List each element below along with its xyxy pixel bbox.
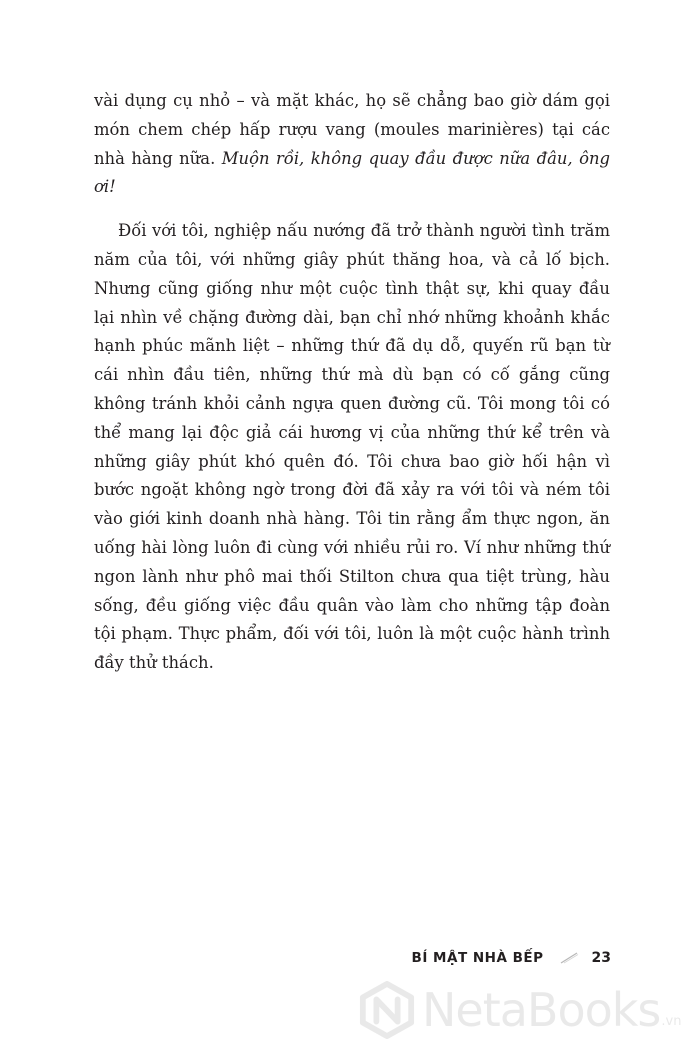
paragraph-2	[94, 217, 610, 678]
paragraph-1-italic-text: Muộn rồi, không quay đầu được nữa đâu, ông ơi!	[94, 148, 610, 197]
paragraph-1	[94, 87, 610, 202]
paragraph-1-text: vài dụng cụ nhỏ – và mặt khác, họ sẽ chẳng bao giờ dám gọi món chem chép hấp rượu vang (moules marinières) tại các nhà hàng nữa.	[94, 91, 610, 168]
page-number: 23	[591, 950, 611, 966]
watermark-text: NetaBooks	[422, 983, 661, 1037]
body-text	[94, 87, 610, 678]
netabooks-logo-icon	[358, 981, 416, 1039]
watermark-suffix: .vn	[661, 1013, 682, 1029]
running-title: BÍ MẬT NHÀ BẾP	[411, 950, 544, 966]
watermark	[358, 975, 681, 1045]
slash-divider-icon	[558, 951, 580, 965]
page-footer	[412, 950, 611, 966]
paragraph-2-text: Đối với tôi, nghiệp nấu nướng đã trở thành người tình trăm năm của tôi, với những giây phút thăng hoa, và cả lố bịch. Nhưng cũng giống như một cuộc tình thật sự, khi quay đầu lại nhìn về chặng đường dài, bạn chỉ nhớ những khoảnh khắc hạnh phúc mãnh liệt – những thứ đã dụ dỗ, quyến rũ bạn từ cái nhìn đầu tiên, những thứ mà dù bạn có cố gắng cũng không tránh khỏi cảnh ngựa quen đường cũ. Tôi mong tôi có thể mang lại độc giả cái hương vị của những thứ kể trên và những giây phút khó quên đó. Tôi chưa bao giờ hối hận vì bước ngoặt không ngờ trong đời đã xảy ra với tôi và ném tôi vào giới kinh doanh nhà hàng. Tôi tin rằng ẩm thực ngon, ăn uống hài lòng luôn đi cùng với nhiều rủi ro. Ví như những thứ ngon lành như phô mai thối Stilton chưa qua tiệt trùng, hàu sống, đều giống việc đầu quân vào làm cho những tập đoàn tội phạm. Thực phẩm, đối với tôi, luôn là một cuộc hành trình đầy thử thách.	[94, 221, 610, 673]
